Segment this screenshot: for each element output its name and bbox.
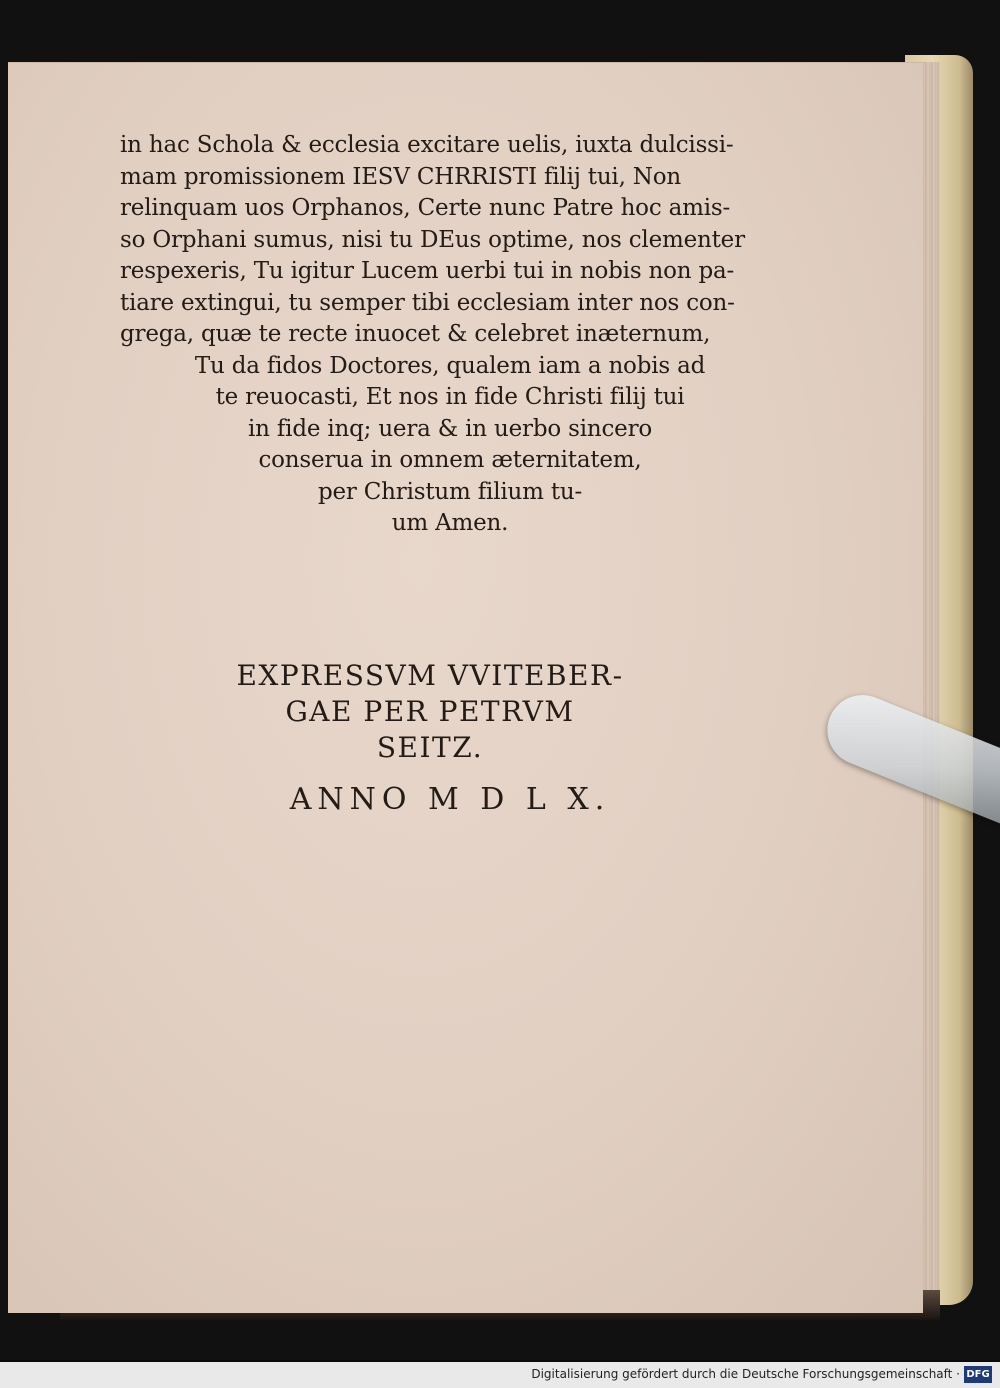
text-line: mam promissionem IESV CHRRISTI filij tui, Non bbox=[120, 163, 681, 190]
colophon-line: EXPRESSVM VVITEBER- bbox=[236, 659, 624, 692]
dfg-logo-icon: DFG bbox=[964, 1366, 992, 1383]
text-line: te reuocasti, Et nos in fide Christi filij tui bbox=[215, 384, 685, 410]
text-line: so Orphani sumus, nisi tu DEus optime, nos clementer bbox=[120, 226, 745, 253]
text-line: conserua in omnem æternitatem, bbox=[258, 447, 642, 473]
footer-bar bbox=[0, 1362, 1000, 1388]
text-line: respexeris, Tu igitur Lucem uerbi tui in nobis non pa- bbox=[120, 258, 735, 284]
colophon-line: SEITZ. bbox=[376, 731, 484, 764]
text-line: grega, quæ te recte inuocet & celebret inæternum, bbox=[120, 321, 711, 347]
text-line: um Amen. bbox=[391, 510, 509, 536]
prayer-text bbox=[120, 130, 780, 540]
colophon-line: GAE PER PETRVM bbox=[285, 695, 575, 728]
printer-colophon bbox=[150, 658, 710, 766]
funding-notice: Digitalisierung gefördert durch die Deutsche Forschungsgemeinschaft · bbox=[531, 1367, 960, 1381]
publication-year: ANNO M D L X. bbox=[289, 782, 611, 817]
text-line: per Christum filium tu- bbox=[317, 478, 583, 505]
text-line: tiare extingui, tu semper tibi ecclesiam inter nos con- bbox=[120, 289, 735, 316]
text-line: relinquam uos Orphanos, Certe nunc Patre hoc amis- bbox=[120, 195, 731, 221]
text-line: Tu da fidos Doctores, qualem iam a nobis ad bbox=[194, 352, 706, 379]
text-line: in hac Schola & ecclesia excitare uelis, iuxta dulcissi- bbox=[120, 132, 734, 158]
text-line: in fide inq; uera & in uerbo sincero bbox=[247, 415, 653, 442]
